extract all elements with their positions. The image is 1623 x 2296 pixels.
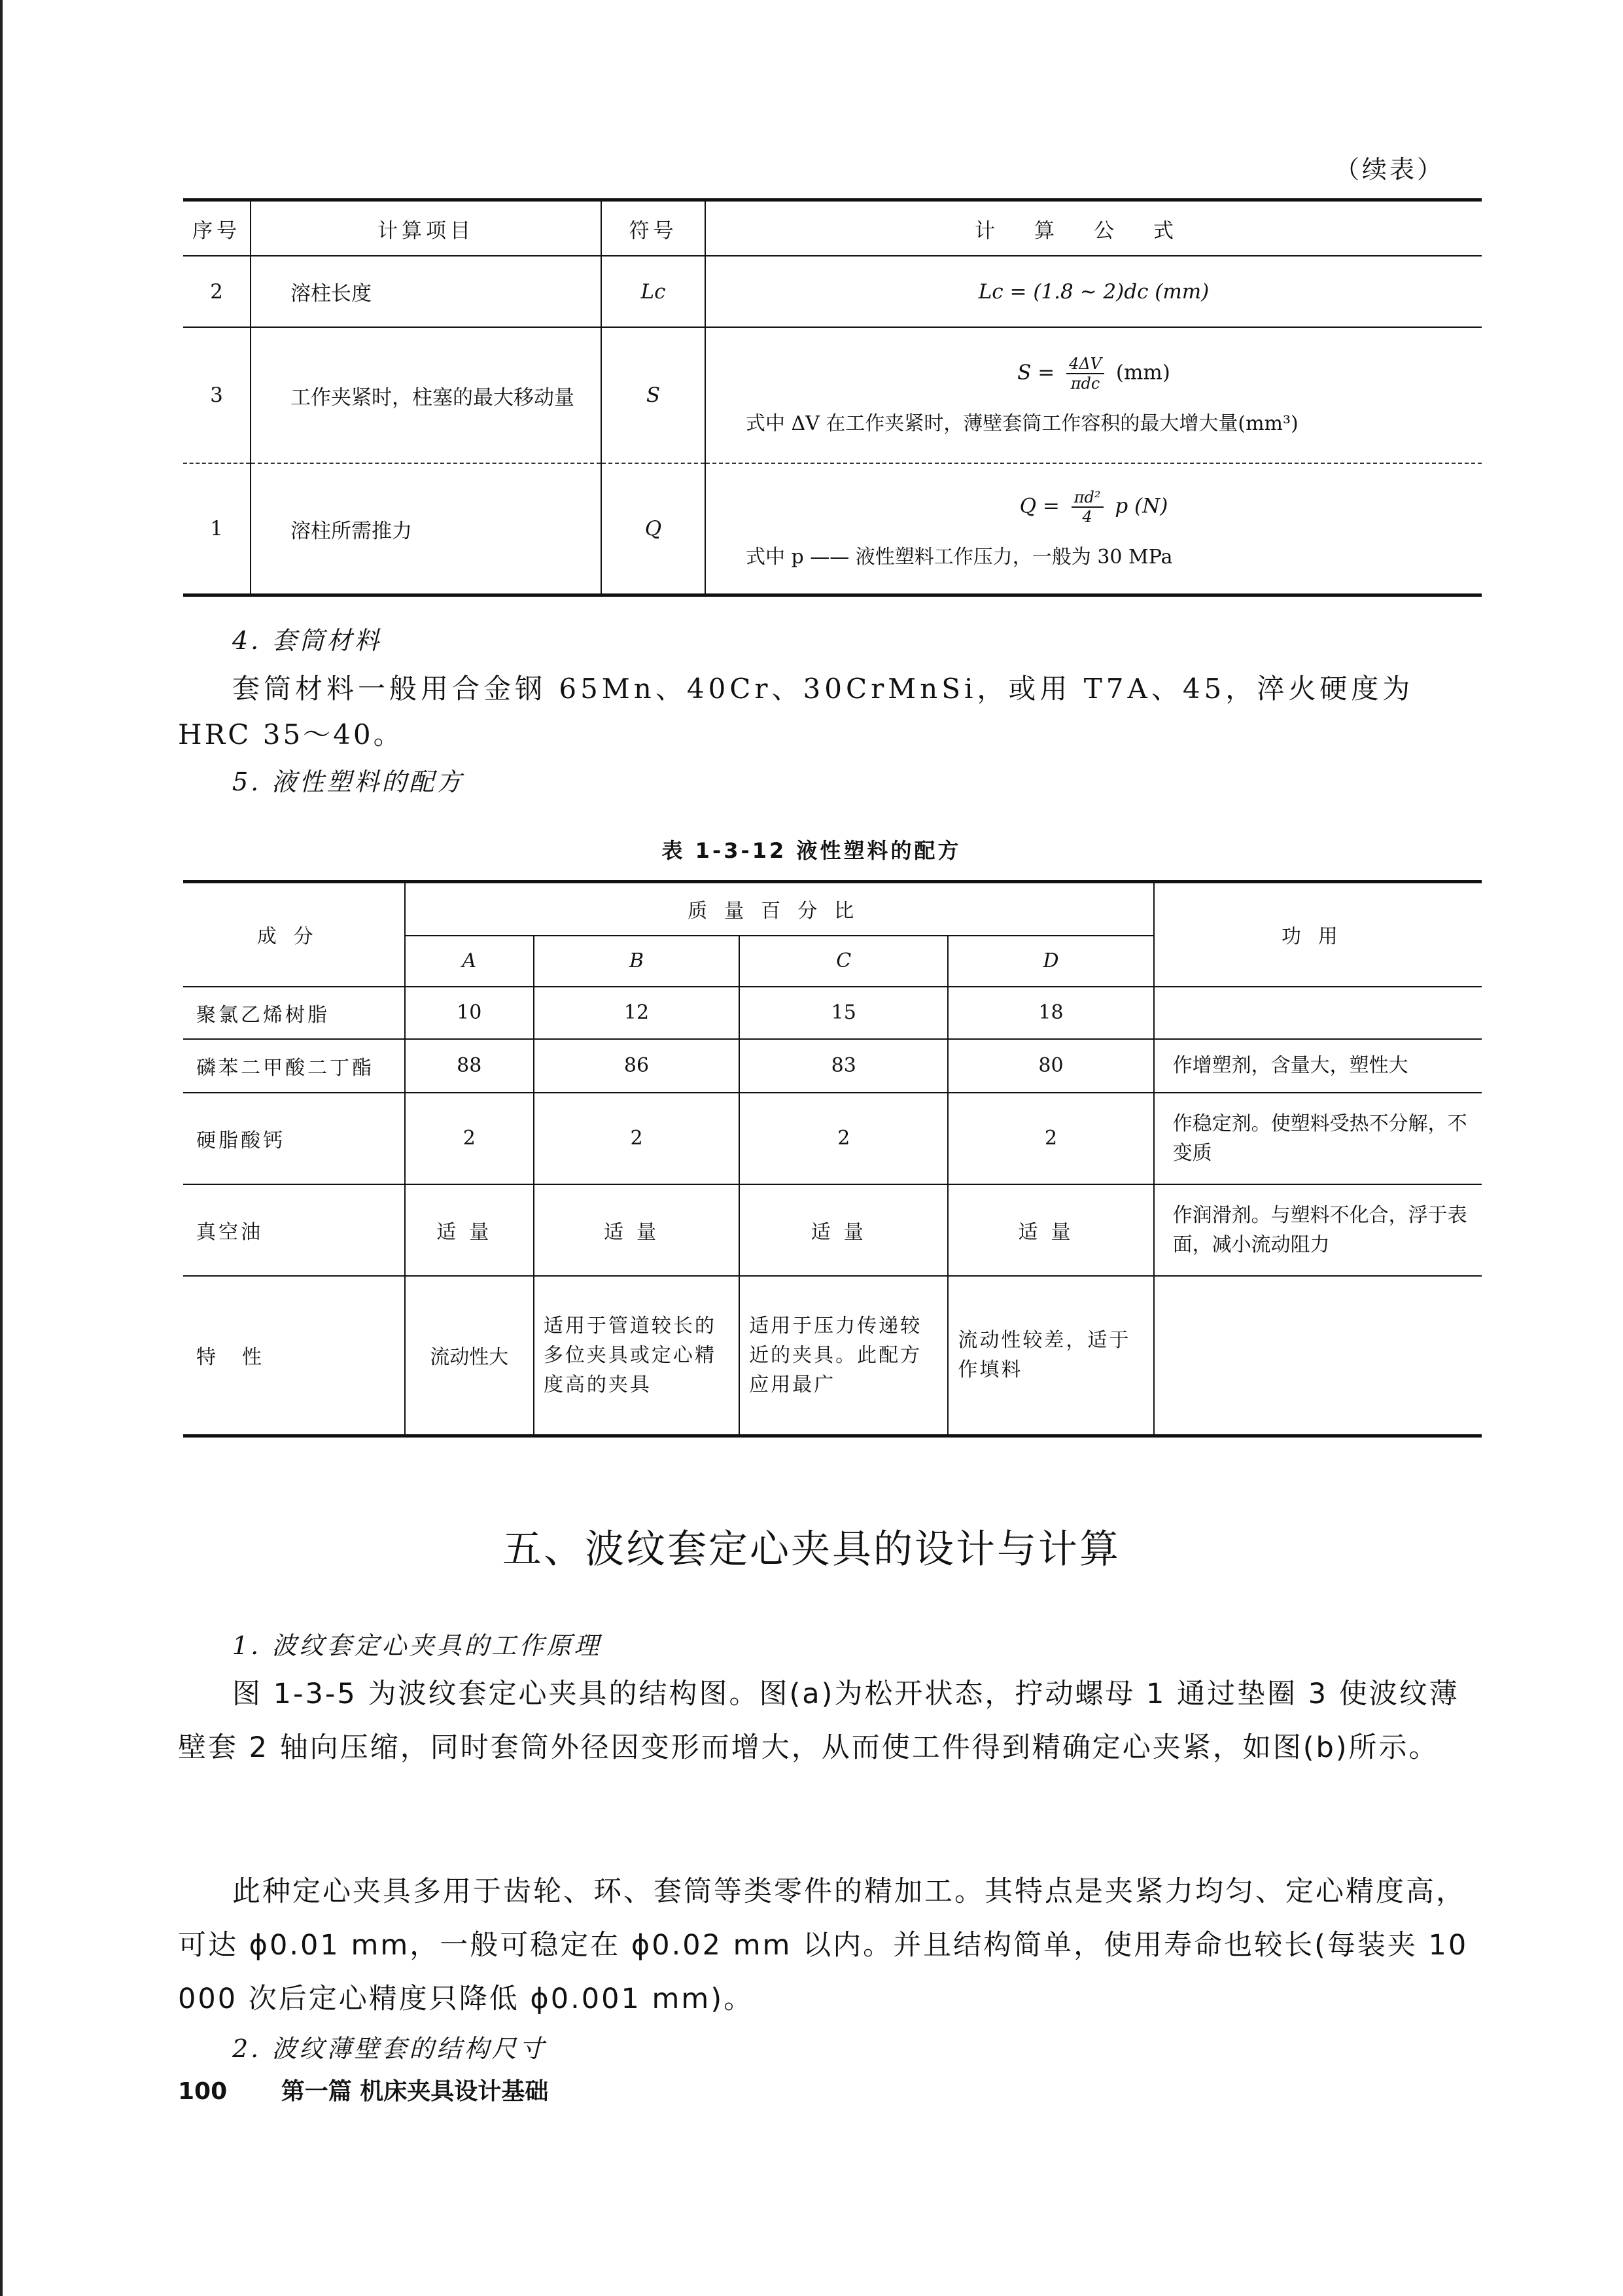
value-a: 流动性大	[405, 1276, 534, 1436]
fraction: $\frac{\text{πd²}}{4}$	[1072, 488, 1104, 526]
header-no: 序号	[183, 200, 251, 256]
table-header-row	[183, 200, 1482, 256]
header-item: 计算项目	[251, 200, 601, 256]
table-row	[183, 987, 1482, 1039]
page-footer	[178, 2073, 548, 2106]
header-symbol: 符号	[601, 200, 705, 256]
formula-s: S = $\frac{4\Delta V}{\text{πdc}}$ (mm)	[1017, 355, 1170, 393]
header-formula: 计算公式	[705, 200, 1482, 256]
ingredient-name: 真空油	[183, 1184, 405, 1276]
page-number: 100	[178, 2078, 228, 2105]
value-d: 流动性较差，适于作填料	[948, 1276, 1153, 1436]
col-c: C	[739, 936, 948, 987]
ingredient-name: 聚氯乙烯树脂	[183, 987, 405, 1039]
ingredient-name: 硬脂酸钙	[183, 1093, 405, 1184]
formula-table	[183, 880, 1482, 1438]
row-symbol: Q	[601, 463, 705, 595]
calculation-table	[183, 198, 1482, 597]
table-row	[183, 1093, 1482, 1184]
table-row	[183, 1276, 1482, 1436]
value-d: 2	[948, 1093, 1153, 1184]
ingredient-name: 特性	[183, 1276, 405, 1436]
row-formula: Lc = (1.8 ~ 2)dc (mm)	[705, 256, 1482, 327]
row-symbol: Lc	[601, 256, 705, 327]
value-a: 88	[405, 1039, 534, 1093]
row-item: 溶柱长度	[251, 256, 601, 327]
formula-q: Q = $\frac{\text{πd²}}{4}$ p (N)	[1019, 488, 1168, 526]
table-row	[183, 327, 1482, 463]
table-row	[183, 1184, 1482, 1276]
value-b: 86	[534, 1039, 739, 1093]
function-text: 作稳定剂。使塑料受热不分解，不变质	[1154, 1093, 1482, 1184]
value-d: 80	[948, 1039, 1153, 1093]
value-b: 12	[534, 987, 739, 1039]
continued-label: （续表）	[1335, 155, 1445, 184]
ingredient-name: 磷苯二甲酸二丁酯	[183, 1039, 405, 1093]
col-d: D	[948, 936, 1153, 987]
function-text	[1154, 1276, 1482, 1436]
page-edge-line	[0, 0, 3, 2296]
table-header-row	[183, 882, 1482, 936]
row-no: 3	[183, 327, 251, 463]
value-a: 2	[405, 1093, 534, 1184]
header-mass-percent: 质量百分比	[405, 882, 1154, 936]
row-no: 1	[183, 463, 251, 595]
header-function: 功用	[1154, 882, 1482, 987]
row-formula-cell	[705, 463, 1482, 595]
value-c: 2	[739, 1093, 948, 1184]
function-text	[1154, 987, 1482, 1039]
row-item: 溶柱所需推力	[251, 463, 601, 595]
fraction: $\frac{4\Delta V}{\text{πdc}}$	[1066, 355, 1104, 393]
header-ingredient: 成分	[183, 882, 405, 987]
section-4-heading: 4. 套筒材料	[232, 626, 382, 655]
section-4-text-cont: HRC 35～40。	[178, 718, 404, 751]
value-c: 15	[739, 987, 948, 1039]
col-a: A	[405, 936, 534, 987]
subsection-1-heading: 1. 波纹套定心夹具的工作原理	[232, 1631, 602, 1660]
value-d: 适量	[948, 1184, 1153, 1276]
subsection-2-heading: 2. 波纹薄壁套的结构尺寸	[232, 2034, 547, 2063]
value-c: 适用于压力传递较近的夹具。此配方应用最广	[739, 1276, 948, 1436]
value-b: 2	[534, 1093, 739, 1184]
function-text: 作润滑剂。与塑料不化合，浮于表面，减小流动阻力	[1154, 1184, 1482, 1276]
value-b: 适量	[534, 1184, 739, 1276]
row-item: 工作夹紧时，柱塞的最大移动量	[251, 327, 601, 463]
paragraph-2: 此种定心夹具多用于齿轮、环、套筒等类零件的精加工。其特点是夹紧力均匀、定心精度高，可达 ϕ0.01 mm，一般可稳定在 ϕ0.02 mm 以内。并且结构简单，使用寿命也较长(每装夹 10 000 次后定心精度只降低 ϕ0.001 mm)。	[178, 1875, 1469, 2015]
value-d: 18	[948, 987, 1153, 1039]
table-row	[183, 463, 1482, 595]
row-symbol: S	[601, 327, 705, 463]
footer-text: 第一篇 机床夹具设计基础	[281, 2078, 549, 2105]
section-5-heading: 5. 液性塑料的配方	[232, 768, 464, 796]
col-b: B	[534, 936, 739, 987]
value-a: 10	[405, 987, 534, 1039]
function-text: 作增塑剂，含量大，塑性大	[1154, 1039, 1482, 1093]
value-c: 适量	[739, 1184, 948, 1276]
value-a: 适量	[405, 1184, 534, 1276]
section-title: 五、波纹套定心夹具的设计与计算	[502, 1527, 1121, 1572]
table-row	[183, 256, 1482, 327]
row-no: 2	[183, 256, 251, 327]
row-formula-cell	[705, 327, 1482, 463]
formula-note: 式中 p —— 液性塑料工作压力，一般为 30 MPa	[746, 546, 1173, 569]
value-b: 适用于管道较长的多位夹具或定心精度高的夹具	[534, 1276, 739, 1436]
table-caption: 表 1-3-12 液性塑料的配方	[661, 838, 962, 863]
section-4-text: 套筒材料一般用合金钢 65Mn、40Cr、30CrMnSi，或用 T7A、45，淬火硬度为	[232, 673, 1414, 705]
paragraph-1: 图 1-3-5 为波纹套定心夹具的结构图。图(a)为松开状态，拧动螺母 1 通过垫圈 3 使波纹薄壁套 2 轴向压缩，同时套筒外径因变形而增大，从而使工件得到精确定心夹紧，如图(b)所示。	[178, 1678, 1459, 1764]
value-c: 83	[739, 1039, 948, 1093]
table-row	[183, 1039, 1482, 1093]
formula-note: 式中 ΔV 在工作夹紧时，薄壁套筒工作容积的最大增大量(mm³)	[746, 412, 1299, 435]
